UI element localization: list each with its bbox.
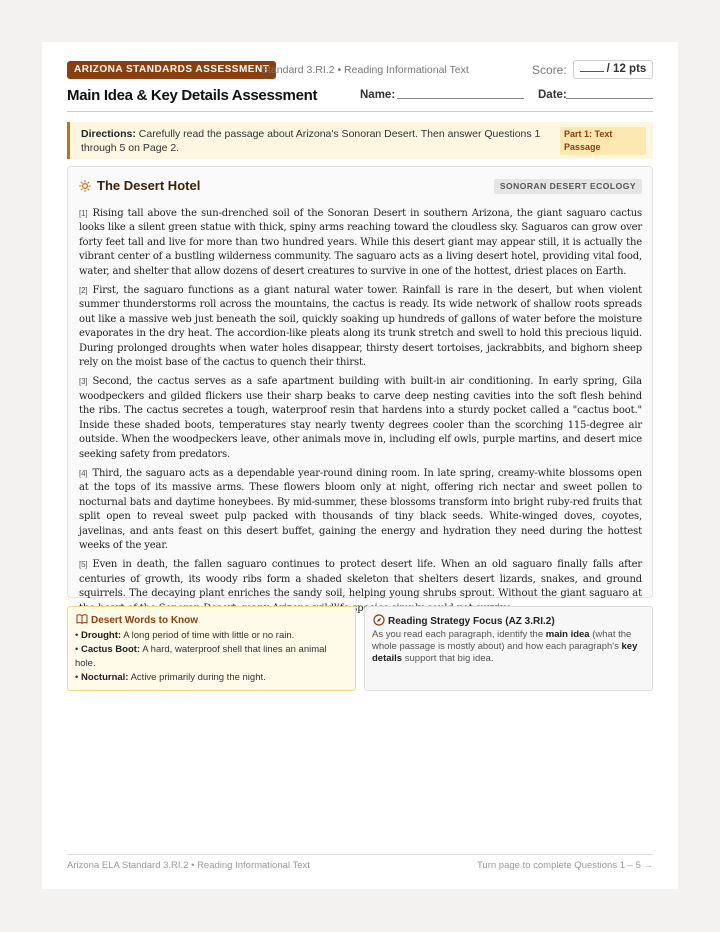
strategy-box [364,606,653,691]
paragraph-number: [3] [79,377,88,387]
strategy-text-part: As you read each paragraph, identify the [372,629,546,640]
vocab-definition: Active primarily during the night. [130,672,266,683]
vocab-item: • Cactus Boot: A hard, waterproof shell that lines an animal hole. [75,644,327,669]
score-label: Score: [532,63,567,77]
paragraph-number: [5] [79,560,88,570]
part-tag: Part 1: Text Passage [560,127,646,155]
paragraph-number: [2] [79,286,88,296]
strategy-text-part: support that big idea. [402,653,494,664]
score-total: / 12 pts [606,63,647,75]
paragraph-2 [79,284,642,370]
vocab-title: Desert Words to Know [91,615,199,626]
vocab-item: • Drought: A long period of time with little or no rain. [75,630,295,641]
title-row [67,86,653,108]
paragraph-3 [79,375,642,461]
book-icon [76,614,88,624]
sun-icon [79,180,91,192]
passage-card [67,166,653,598]
paragraph-number: [1] [79,209,88,218]
strategy-text [372,629,647,665]
name-label: Name: [360,89,396,101]
paragraph-text: Even in death, the fallen saguaro continues to protect desert life. When an old saguaro finally falls after centuries of growth, its woody ribs form a shaded skeleton that shelters desert lizards, snakes, and ground squirrels. The decaying plant enriches the sandy soil, helping young shrubs sprout. Without the giant saguaro at [79,559,642,600]
strategy-main-idea: main idea [545,629,590,640]
paragraph-text: Rising tall above the sun-drenched soil of the Sonoran Desert in southern Arizona, the giant saguaro cactus looks like a silent green statue with thick, spiny arms reaching toward the cloudless sky. Saguaros can grow over forty feet tall and live for more than two hundred years. While this desert giant may appear still, it is actually the vibrant center of a bustling wilderness community. The saguaro acts as a living desert hotel, providing vital food, water, and shelter that allow dozens of desert creatures to survive in one of the hottest, driest places on Earth. [79,208,642,277]
vocab-definition: A hard, waterproof shell that lines an animal hole. [75,644,327,669]
worksheet-page [42,42,678,889]
topic-tag: SONORAN DESERT ECOLOGY [494,179,642,194]
footer-next-page: Turn page to complete Questions 1 – 5 → [476,860,653,871]
vocab-box [67,606,356,691]
vocab-item: • Nocturnal: Active primarily during the night. [75,672,266,683]
strategy-title: Reading Strategy Focus (AZ 3.RI.2) [388,616,555,627]
page-title: Main Idea & Key Details Assessment [67,87,318,104]
date-field[interactable] [566,98,653,99]
vocab-term: Drought: [80,630,122,641]
paragraph-text: Second, the cactus serves as a safe apartment building with built-in air conditioning. In early spring, Gila woodpeckers and gilded flickers use their sharp beaks to carve deep nesting cavities into the soft flesh behind the ribs. The cactus secretes a tough, waterproof resin that hardens into a sturdy pocket called a "cactus boot." Inside these shaded boots, temperatures stay nearly twenty degrees cooler than the scorching 115-degree air outside. When the woodpeckers leave, other animals move in, including elf owls, purple martins, and desert mice seeking safety from predators. [79,376,642,460]
directions-body: Carefully read the passage about Arizona's Sonoran Desert. Then answer Questions 1 through 5 on Page 2. [81,128,541,154]
top-row [67,61,653,81]
passage-body [79,207,642,621]
vocab-list [75,629,347,685]
directions-text [81,127,541,155]
footer-standard: Arizona ELA Standard 3.RI.2 • Reading Informational Text [67,860,310,871]
vocab-term: Nocturnal: [80,672,129,683]
standard-label: Standard 3.RI.2 • Reading Informational Text [261,64,469,76]
score-box[interactable] [573,60,653,79]
directions-box [67,122,653,159]
name-field[interactable] [397,98,524,99]
paragraph-1 [79,207,642,279]
passage-title: The Desert Hotel [97,178,201,193]
strategy-text-part: (what the whole passage is mostly about) and how each paragraph's [372,629,632,652]
footer-divider [67,854,653,855]
date-label: Date: [538,89,567,101]
directions-label: Directions: [81,128,136,140]
paragraph-text: Third, the saguaro acts as a dependable year-round dining room. In late spring, creamy-white blossoms open at the tops of its massive arms. These flowers bloom only at night, offering rich nectar and sweet pollen to nocturnal bats and daytime honeybees. By mid-summer, these blossoms transform into bright ruby-red fruits that split open to reveal sweet pulp packed with thousands of tiny black seeds. White-winged doves, coyotes, javelinas, and ants feast on this desert buffet, gaining the energy and hydration they need during the hottest weeks of the year. [79,467,642,551]
paragraph-4 [79,467,642,553]
paragraph-number: [4] [79,468,88,478]
vocab-term: Cactus Boot: [80,644,141,655]
paragraph-text: First, the saguaro functions as a giant natural water tower. Rainfall is rare in the desert, but when violent summer thunderstorms roll across the mountains, the cactus is ready. Its wide network of shallow roots spreads out like a massive web just beneath the soil, quickly soaking up hundreds of gallons of water before the moisture evaporates in the dry heat. The accordion-like pleats along its trunk stretch and swell to hold this precious liquid. During prolonged droughts when water holes disappear, thirsty desert tortoises, jackrabbits, and bighorn sheep rely on the moist base of the cactus to quench their thirst. [79,285,642,369]
strategy-heading [373,614,555,627]
assessment-badge: ARIZONA STANDARDS ASSESSMENT [67,61,276,79]
strategy-key-details: key details [372,641,638,664]
score-blank[interactable] [580,62,604,72]
compass-icon [373,614,385,626]
header-divider [67,111,653,112]
vocab-heading [76,614,198,626]
vocab-definition: A long period of time with little or no rain. [123,630,295,641]
